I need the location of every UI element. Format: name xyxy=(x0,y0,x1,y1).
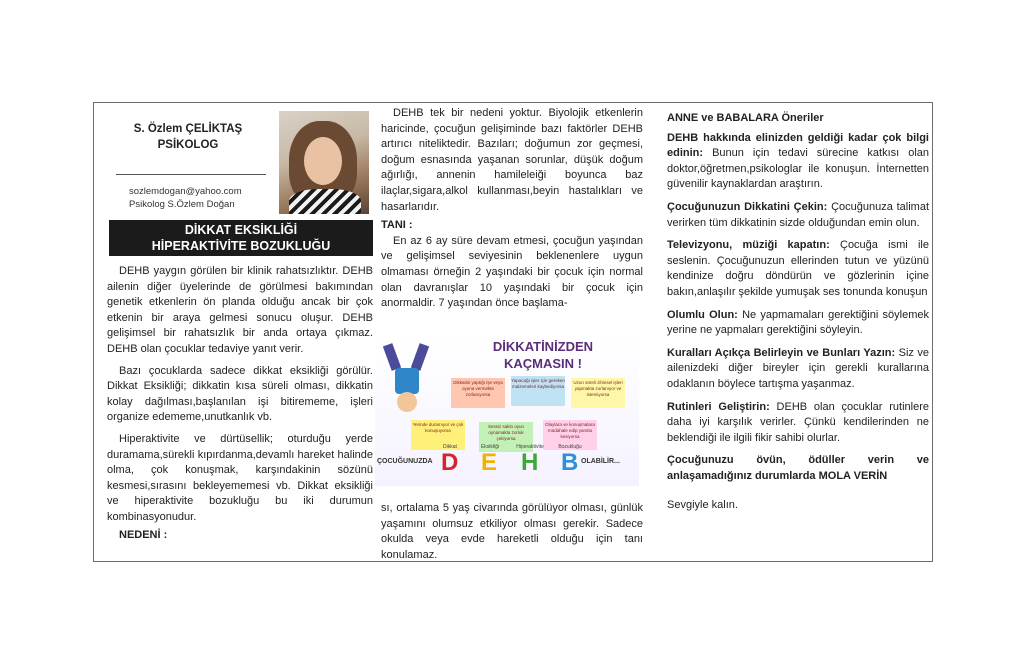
tip-title: DEHB hakkında elinizden geldiği kadar çok bilgi edinin: xyxy=(667,131,929,160)
author-email: sozlemdogan@yahoo.com xyxy=(129,186,242,197)
paragraph: DEHB yaygın görülen bir klinik rahatsızlıktır. DEHB ailenin diğer üyelerinde de görülmesi bakımından genetik etkenlerin ön planda olduğu ancak bir çok etkenin bir araya gelmesi sonucu oluşur. DEHB gelişimsel bir rahatsızlık bir anda ortaya çıkmaz. DEHB olan çocuklar tedaviye yanıt verir. xyxy=(107,265,373,355)
author-block xyxy=(104,121,272,153)
section-heading-oneriler: ANNE ve BABALARA Öneriler xyxy=(667,112,824,124)
tip-text: Çocuğunuza talimat verirken tüm dikkatinin sizde olduğundan emin olun. xyxy=(667,200,929,229)
paragraph: En az 6 ay süre devam etmesi, çocuğun yaşından ve gelişimsel seviyesinin beklenenlere uygun olmaması örneğin 2 yaşındaki bir çocuk için normal olan davranışlar 10 yaşındaki bir çocuk için anormaldir. 7 yaşından önce başlama- xyxy=(381,234,643,310)
tip-title: Çocuğunuzun Dikkatini Çekin: xyxy=(667,200,828,213)
sticky-note: Uzun süreli zihinsel işleri yapmakta zorlanıyor ve istemiyorsa xyxy=(571,378,625,408)
tip-item xyxy=(667,238,929,300)
poster-letter-b: B xyxy=(561,449,579,476)
poster-title-line1: DİKKATİNİZDEN xyxy=(492,339,594,354)
photo-face xyxy=(304,137,342,185)
paragraph: sı, ortalama 5 yaş civarında görülüyor olması, günlük yaşamını olumsuz etkiliyor olması gerekir. Sadece okulda veya evde hareketli olduğu için tanı konulamaz. xyxy=(381,502,643,561)
tip-item xyxy=(667,131,929,193)
article-title-banner xyxy=(109,220,373,256)
tip-title: Olumlu Olun: xyxy=(667,308,738,321)
tip-item xyxy=(667,308,929,339)
sticky-note: Olaylara ve konuşmalara müdahale edip yanıtla kesiyorsa xyxy=(543,420,597,450)
poster-caption: Hiperaktivite xyxy=(516,444,544,450)
poster-title-line2: KAÇMASIN ! xyxy=(504,356,582,371)
poster-title xyxy=(453,338,633,372)
poster-letter-d: D xyxy=(441,449,459,476)
sticky-note: Dikkatini yaptığı işe veya oyuna vermekte zorlanıyorsa xyxy=(451,378,505,408)
poster-letter-h: H xyxy=(521,449,539,476)
upside-down-child-illustration xyxy=(381,342,435,422)
tip-text: Siz ve ailenizdeki diğer bireyler için gerekli kurallarına odaklanın böylece tartışma yaşanmaz. xyxy=(667,346,929,390)
photo-shirt xyxy=(289,189,361,214)
poster-caption: Dikkat xyxy=(443,444,457,450)
poster-letter-e: E xyxy=(481,449,498,476)
paragraph: Bazı çocuklarda sadece dikkat eksikliği görülür. Dikkat Eksikliği; dikkatin kısa süreli olması, dikkatin kolay dağılması,başlanılan işi bitirememe, işleri organize edememe,unutkanlık vb. xyxy=(107,364,373,424)
article-title-line1: DİKKAT EKSİKLİĞİ xyxy=(184,223,298,237)
paragraph: DEHB tek bir nedeni yoktur. Biyolojik etkenlerin haricinde, çocuğun gelişiminde bazı faktörler DEHB artırıcı niteliktedir. Bazıları; doğumun zor geçmesi, doğum esnasında yaşanan sorunlar, düşük doğum ağırlığı, annenin hamileleiği boyunca baz ilaçlar,sigara,alkol kullanması,beyin hastalıkları ve hasarlarıdır. xyxy=(381,107,643,213)
article-title-line2: HİPERAKTİVİTE BOZUKLUĞU xyxy=(151,239,331,253)
poster-caption: Eksikliği xyxy=(480,444,500,450)
tip-text: DEHB olan çocuklar rutinlere daha iyi karşılık verirler. Çünkü kendilerinden ne beklendiği ile ilgili fikir sahibi olurlar. xyxy=(667,400,929,444)
contact-info xyxy=(129,185,242,211)
closing-line: Sevgiyle kalın. xyxy=(667,499,738,512)
tip-title: Rutinleri Geliştirin: xyxy=(667,400,770,413)
tip-item xyxy=(667,346,929,393)
dehb-poster-image xyxy=(375,336,639,486)
tip-text: Ne yapmamaları gerektiğini söylemek yerine ne yapmaları gerektiğini söyleyin. xyxy=(667,308,929,337)
tip-title: Televizyonu, müziği kapatın: xyxy=(667,239,830,252)
author-name: S. Özlem ÇELİKTAŞ xyxy=(133,123,243,135)
tip-item xyxy=(667,200,929,231)
tip-text: Çocuğa ismi ile seslenin. Çocuğunuzun ellerinden tutun ve yüzünü kendinize doğru döndürün ve gözlerinin içine bakın,anlaşılır şekilde yumuşak ses tonunda konuşun xyxy=(667,239,929,298)
newspaper-column-frame xyxy=(93,102,933,562)
tip-text: Bunun için tedavi sürecine katkısı olan doktor,öğretmen,psikologlar ile konuşun. İnternetten güvenilir kaynaklardan araştırın. xyxy=(667,147,929,191)
author-social: Psikolog S.Özlem Doğan xyxy=(129,199,235,210)
poster-caption: Bozukluğu xyxy=(558,444,582,450)
section-heading-tani: TANI : xyxy=(381,219,413,232)
paragraph: Hiperaktivite ve dürtüsellik; oturduğu yerde duramama,sürekli kıpırdanma,devamlı hareket halinde olma, çok konuşmak, karşındakinin sözünü kesmesi,sırasını bekleyememesi vb. Dikkat eksikliği ve hiperaktivite bozukluğu bu iki durumun kombinasyonudur. xyxy=(107,432,373,523)
column3-body xyxy=(667,111,929,521)
sticky-note: Yerinde duramıyor ve çok konuşuyorsa xyxy=(411,420,465,450)
sticky-note: Sessiz sakin oyun oynamakta zorluk çekiyorsa xyxy=(479,422,533,452)
tip-item xyxy=(667,400,929,447)
author-photo xyxy=(279,111,369,214)
tip-title: Çocuğunuzu övün, ödüller verin ve anlaşamadığınız durumlarda MOLA VERİN xyxy=(667,454,929,482)
column1-body xyxy=(107,264,373,543)
tip-item xyxy=(667,453,929,484)
sticky-note: Yapacağı işler için gereken malzemeleri kaybediyorsa xyxy=(511,376,565,406)
tip-title: Kuralları Açıkça Belirleyin ve Bunları Yazın: xyxy=(667,346,896,359)
author-title: PSİKOLOG xyxy=(157,139,219,151)
poster-bottom-right: OLABİLİR... xyxy=(581,458,620,465)
poster-bottom-left: ÇOCUĞUNUZDA xyxy=(377,458,433,465)
author-divider xyxy=(116,174,266,175)
column2-bottom-body xyxy=(381,501,643,569)
column2-top-body xyxy=(381,106,643,318)
section-heading-nedeni: NEDENİ : xyxy=(119,528,168,541)
